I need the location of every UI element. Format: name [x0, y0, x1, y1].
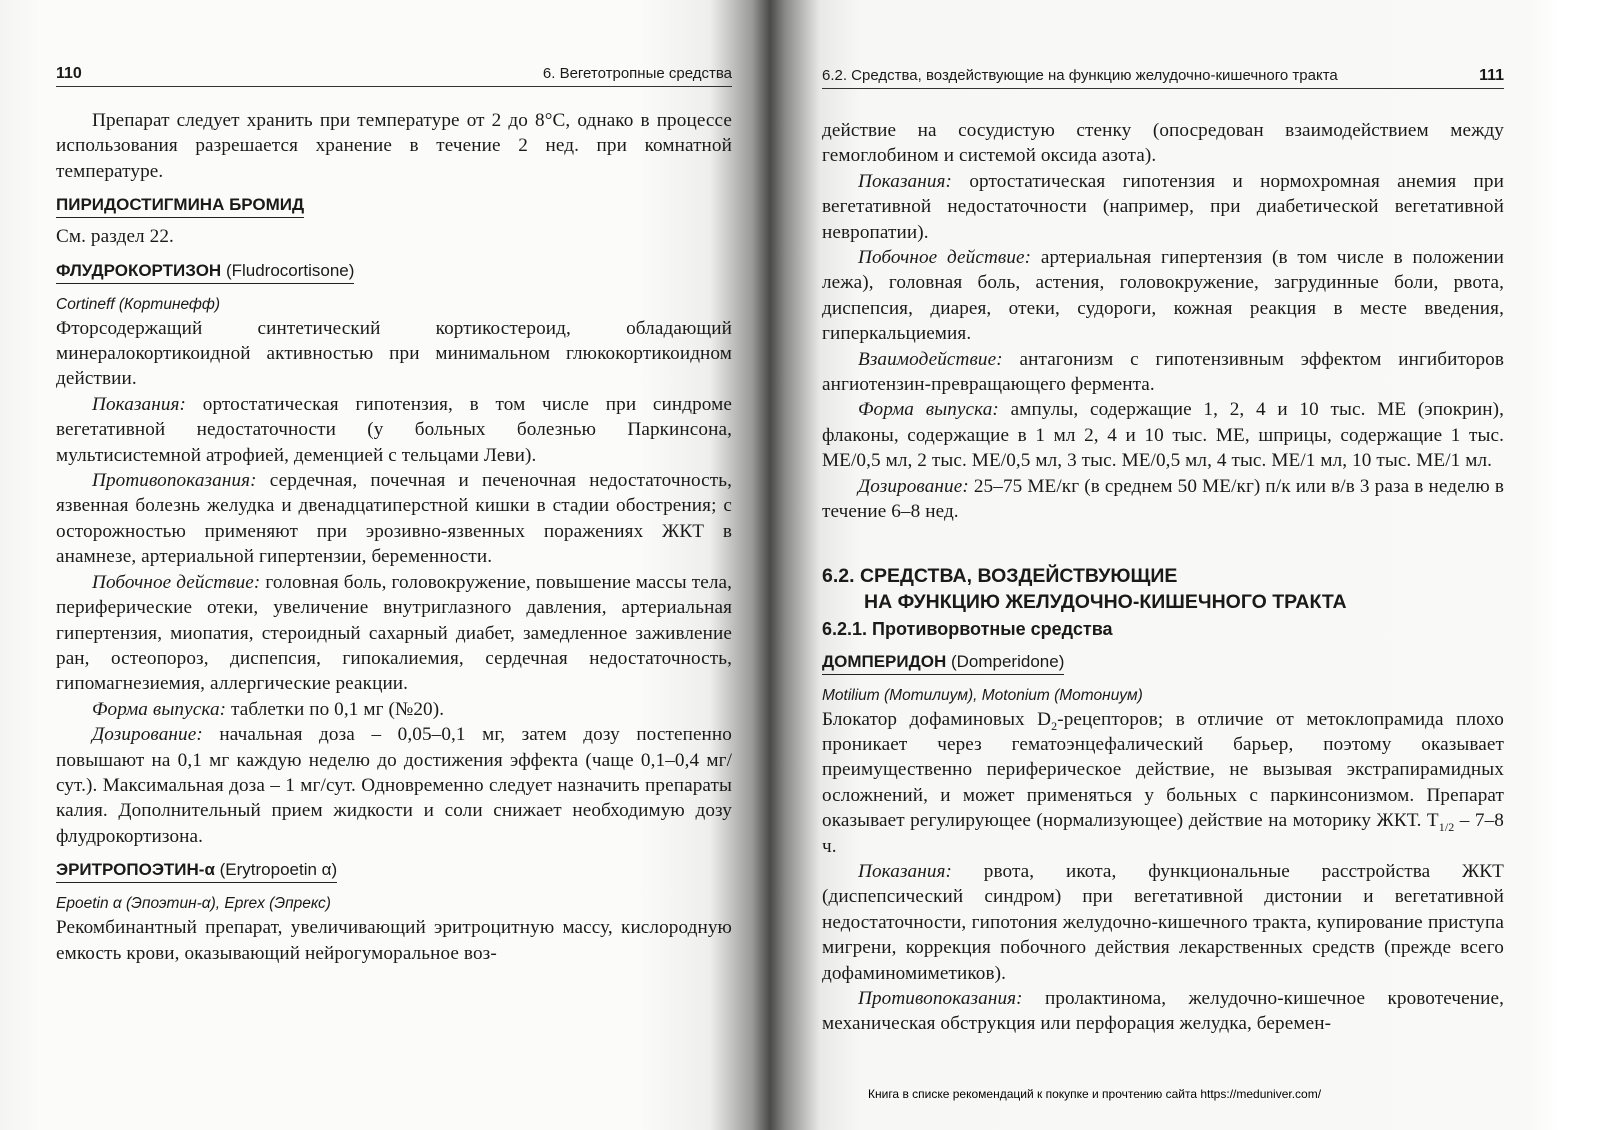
contraindications-text: сердечная, почечная и печеночная недостаточность, язвенная болезнь желудка и двенадцатиперстной кишки в стадии обострения; с осторожностью применяют при эрозивно-язвенных поражениях ЖКТ в анамнезе, артериальной гипертензии, беременности. — [56, 470, 732, 568]
desc-part2: -рецепторов; в отличие от метоклопрамида плохо проникает через гематоэнцефалический барьер, поэтому оказывает преимущественно периферическое действие, не вызывая экстрапирамидных осложнений, и может применяться у больных с паркинсонизмом. Препарат оказывает регулирующее (нормализующее) действие на моторику ЖКТ. Т — [822, 708, 1505, 832]
indications-label: Показания: — [858, 170, 953, 192]
desc-part1: Блокатор дофаминовых D — [822, 708, 1052, 730]
dosage-label: Дозирование: — [858, 475, 969, 497]
fludrocortisone-latin: (Fludrocortisone) — [225, 260, 355, 280]
pyridostigmine-heading-text: ПИРИДОСТИГМИНА БРОМИД — [56, 195, 305, 215]
erythropoetin-latin: (Erytropoetin α) — [219, 860, 338, 880]
side-effects-label: Побочное действие: — [92, 571, 261, 593]
section-title-line1: 6.2. СРЕДСТВА, ВОЗДЕЙСТВУЮЩИЕ — [822, 564, 1178, 587]
pyridostigmine-text: См. раздел 22. — [56, 226, 174, 248]
fludrocortisone-trade-names: Cortineff (Кортинефф) — [56, 295, 220, 313]
fludrocortisone-dosage — [56, 722, 732, 849]
right-running-head — [822, 66, 1504, 89]
desc-part3: – 7–8 ч. — [822, 810, 1504, 857]
domperidone-indications — [822, 859, 1504, 986]
dosage-text: 25–75 МЕ/кг (в среднем 50 МЕ/кг) п/к или в/в 3 раза в неделю в течение 6–8 нед. — [822, 475, 1504, 523]
erythropoetin-interaction — [822, 347, 1504, 398]
indications-text: ортостатическая гипотензия и нормохромная анемия при вегетативной недостаточности (например, при диабетической вегетативной невропатии). — [822, 170, 1504, 243]
erythropoetin-indications — [822, 169, 1504, 245]
domperidone-latin: (Domperidone) — [950, 651, 1065, 671]
erythropoetin-heading — [56, 859, 337, 883]
fludrocortisone-form — [56, 697, 732, 722]
erythropoetin-dosage — [822, 474, 1504, 525]
domperidone-description — [822, 707, 1504, 859]
form-text: таблетки по 0,1 мг (№20). — [226, 698, 445, 720]
form-text: ампулы, содержащие 1, 2, 4 и 10 тыс. МЕ (эпокрин), флаконы, содержащие в 1 мл 2, 4 и 10 тыс. МЕ, шприцы, содержащие 1 тыс. МЕ/0,5 мл, 2 тыс. МЕ/0,5 мл, 3 тыс. МЕ/0,5 мл, 4 тыс. МЕ/1 мл, 10 тыс. МЕ/1 мл. — [822, 399, 1504, 472]
erythropoetin-continuation: действие на сосудистую стенку (опосредован взаимодействием между гемоглобином и системой оксида азота). — [822, 120, 1504, 167]
erythropoetin-form — [822, 397, 1504, 473]
left-page — [56, 0, 732, 1130]
subsection-title: 6.2.1. Противорвотные средства — [822, 618, 1113, 639]
interaction-label: Взаимодействие: — [858, 348, 1003, 370]
section-title-line2: НА ФУНКЦИЮ ЖЕЛУДОЧНО-КИШЕЧНОГО ТРАКТА — [864, 590, 1347, 613]
indications-text: рвота, икота, функциональные расстройства ЖКТ (диспепсический синдром) при вегетативной дистонии и вегетативной недостаточности, гипотония желудочно-кишечного тракта, купирование приступа мигрени, коррекция побочного действия лекарственных средств (прежде всего дофаминомиметиков). — [822, 860, 1504, 984]
fludrocortisone-description: Фторсодержащий синтетический кортикостероид, обладающий минералокортикоидной активностью при минимальном глюкокортикоидном действии. — [56, 317, 732, 390]
right-page-number: 111 — [1479, 67, 1504, 84]
contraindications-label: Противопоказания: — [92, 470, 257, 492]
erythropoetin-description: Рекомбинантный препарат, увеличивающий эритроцитную массу, кислородную емкость крови, оказывающий нейрогуморальное воз- — [56, 917, 732, 964]
right-page-content — [822, 118, 1504, 1037]
left-page-number: 110 — [56, 65, 82, 82]
erythropoetin-trade-names: Epoetin α (Эпоэтин-α), Eprex (Эпрекс) — [56, 895, 331, 913]
domperidone-trade-names: Motilium (Мотилиум), Motonium (Мотониум) — [822, 686, 1143, 704]
left-running-title: 6. Вегетотропные средства — [542, 65, 732, 82]
section-title — [822, 563, 1504, 615]
erythropoetin-heading-text: ЭРИТРОПОЭТИН-α — [56, 860, 215, 880]
footer-note: Книга в списке рекомендаций к покупке и прочтению сайта https://meduniver.com/ — [868, 1087, 1322, 1101]
domperidone-contraindications — [822, 986, 1504, 1037]
fludrocortisone-indications — [56, 392, 732, 468]
contraindications-text: пролактинома, желудочно-кишечное кровотечение, механическая обструкция или перфорация желудка, беремен- — [822, 987, 1504, 1035]
erythropoetin-side-effects — [822, 245, 1504, 347]
indications-text: ортостатическая гипотензия, в том числе при синдроме вегетативной недостаточности (у больных болезнью Паркинсона, мультисистемной атрофией, деменцией с тельцами Леви). — [56, 393, 732, 466]
intro-paragraph: Препарат следует хранить при температуре от 2 до 8°С, однако в процессе использования разрешается хранение в течение 2 нед. при комнатной температуре. — [56, 110, 732, 182]
fludrocortisone-heading-text: ФЛУДРОКОРТИЗОН — [56, 260, 222, 280]
right-page — [822, 0, 1504, 1130]
dosage-text: начальная доза – 0,05–0,1 мг, затем дозу постепенно повышают на 0,1 мг каждую неделю до достижения эффекта (чаще 0,1–0,4 мг/сут.). Максимальная доза – 1 мг/сут. Одновременно следует назначить препараты калия. Дополнительный прием жидкости и соли снижает необходимую дозу флудрокортизона. — [56, 724, 732, 847]
pyridostigmine-heading — [56, 194, 304, 218]
form-label: Форма выпуска: — [858, 399, 999, 421]
indications-label: Показания: — [858, 860, 953, 882]
side-effects-text: головная боль, головокружение, повышение массы тела, периферические отеки, увеличение внутриглазного давления, артериальная гипертензия, миопатия, стероидный сахарный диабет, замедленное заживление ран, остеопороз, диспепсия, гипокалиемия, сердечная недостаточность, гипомагнезиемия, аллергические реакции. — [56, 571, 733, 695]
contraindications-label: Противопоказания: — [858, 987, 1023, 1009]
side-effects-text: артериальная гипертензия (в том числе в положении лежа), головная боль, астения, головокружение, загрудинные боли, рвота, диспепсия, диарея, отеки, судороги, кожная реакция в месте введения, гиперкальциемия. — [822, 247, 1504, 345]
domperidone-heading — [822, 651, 1064, 675]
desc-sub2: 1/2 — [1438, 819, 1455, 834]
fludrocortisone-heading — [56, 260, 354, 284]
left-running-head — [56, 64, 732, 87]
side-effects-label: Побочное действие: — [858, 247, 1032, 269]
desc-sub1: 2 — [1051, 718, 1058, 733]
fludrocortisone-contraindications — [56, 468, 732, 570]
domperidone-heading-text: ДОМПЕРИДОН — [822, 651, 947, 671]
form-label: Форма выпуска: — [92, 698, 227, 720]
dosage-label: Дозирование: — [92, 724, 203, 746]
left-page-content — [56, 108, 732, 966]
fludrocortisone-side-effects — [56, 570, 732, 697]
indications-label: Показания: — [92, 393, 187, 415]
interaction-text: антагонизм с гипотензивным эффектом ингибиторов ангиотензин-превращающего фермента. — [822, 348, 1504, 396]
right-running-title: 6.2. Средства, воздействующие на функцию желудочно-кишечного тракта — [822, 67, 1338, 84]
